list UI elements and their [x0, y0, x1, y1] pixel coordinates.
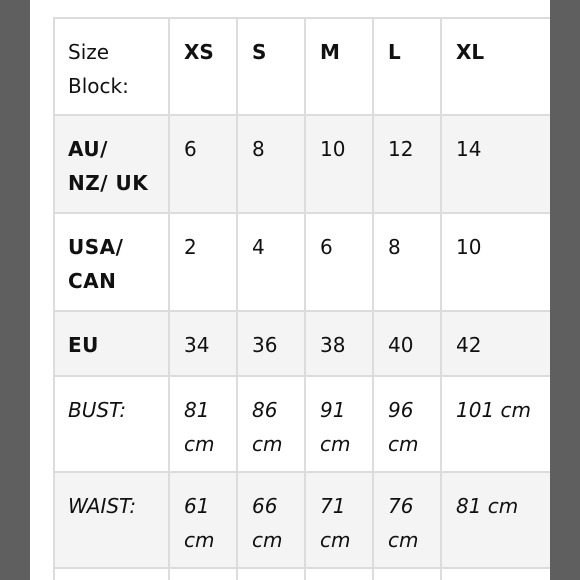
table-cell: 10 [441, 213, 550, 311]
table-cell: 71 cm [305, 472, 373, 568]
table-cell: 76 cm [373, 472, 441, 568]
table-cell: 10 [305, 115, 373, 213]
table-cell-empty [54, 568, 169, 580]
table-cell-empty [373, 568, 441, 580]
table-cell: 36 [237, 311, 305, 376]
row-label-bust: BUST: [54, 376, 169, 472]
table-cell: 40 [373, 311, 441, 376]
header-row [54, 18, 550, 115]
row-label-eu: EU [54, 311, 169, 376]
size-block-label: Size Block: [54, 18, 169, 115]
table-row-waist [54, 472, 550, 568]
size-header-xs: XS [169, 18, 237, 115]
size-header-xl: XL [441, 18, 550, 115]
table-cell: 66 cm [237, 472, 305, 568]
table-cell: 81 cm [441, 472, 550, 568]
table-row-partial [54, 568, 550, 580]
row-label-waist: WAIST: [54, 472, 169, 568]
table-cell-empty [237, 568, 305, 580]
size-header-l: L [373, 18, 441, 115]
table-cell: 2 [169, 213, 237, 311]
size-header-m: M [305, 18, 373, 115]
table-row-bust [54, 376, 550, 472]
table-cell-empty [169, 568, 237, 580]
table-cell: 91 cm [305, 376, 373, 472]
table-cell: 14 [441, 115, 550, 213]
table-cell: 6 [305, 213, 373, 311]
table-cell: 38 [305, 311, 373, 376]
row-label-au-nz-uk: AU/ NZ/ UK [54, 115, 169, 213]
table-cell: 8 [237, 115, 305, 213]
row-label-usa-can: USA/ CAN [54, 213, 169, 311]
table-cell-empty [305, 568, 373, 580]
table-cell: 96 cm [373, 376, 441, 472]
table-cell: 42 [441, 311, 550, 376]
table-cell-empty [441, 568, 550, 580]
table-cell: 8 [373, 213, 441, 311]
table-row-usa-can [54, 213, 550, 311]
table-cell: 81 cm [169, 376, 237, 472]
table-cell: 6 [169, 115, 237, 213]
table-row-au-nz-uk [54, 115, 550, 213]
table-cell: 4 [237, 213, 305, 311]
table-cell: 61 cm [169, 472, 237, 568]
table-cell: 12 [373, 115, 441, 213]
size-header-s: S [237, 18, 305, 115]
table-cell: 34 [169, 311, 237, 376]
size-chart-panel [30, 0, 550, 580]
table-cell: 86 cm [237, 376, 305, 472]
table-cell: 101 cm [441, 376, 550, 472]
size-chart-table [53, 17, 550, 580]
table-row-eu [54, 311, 550, 376]
